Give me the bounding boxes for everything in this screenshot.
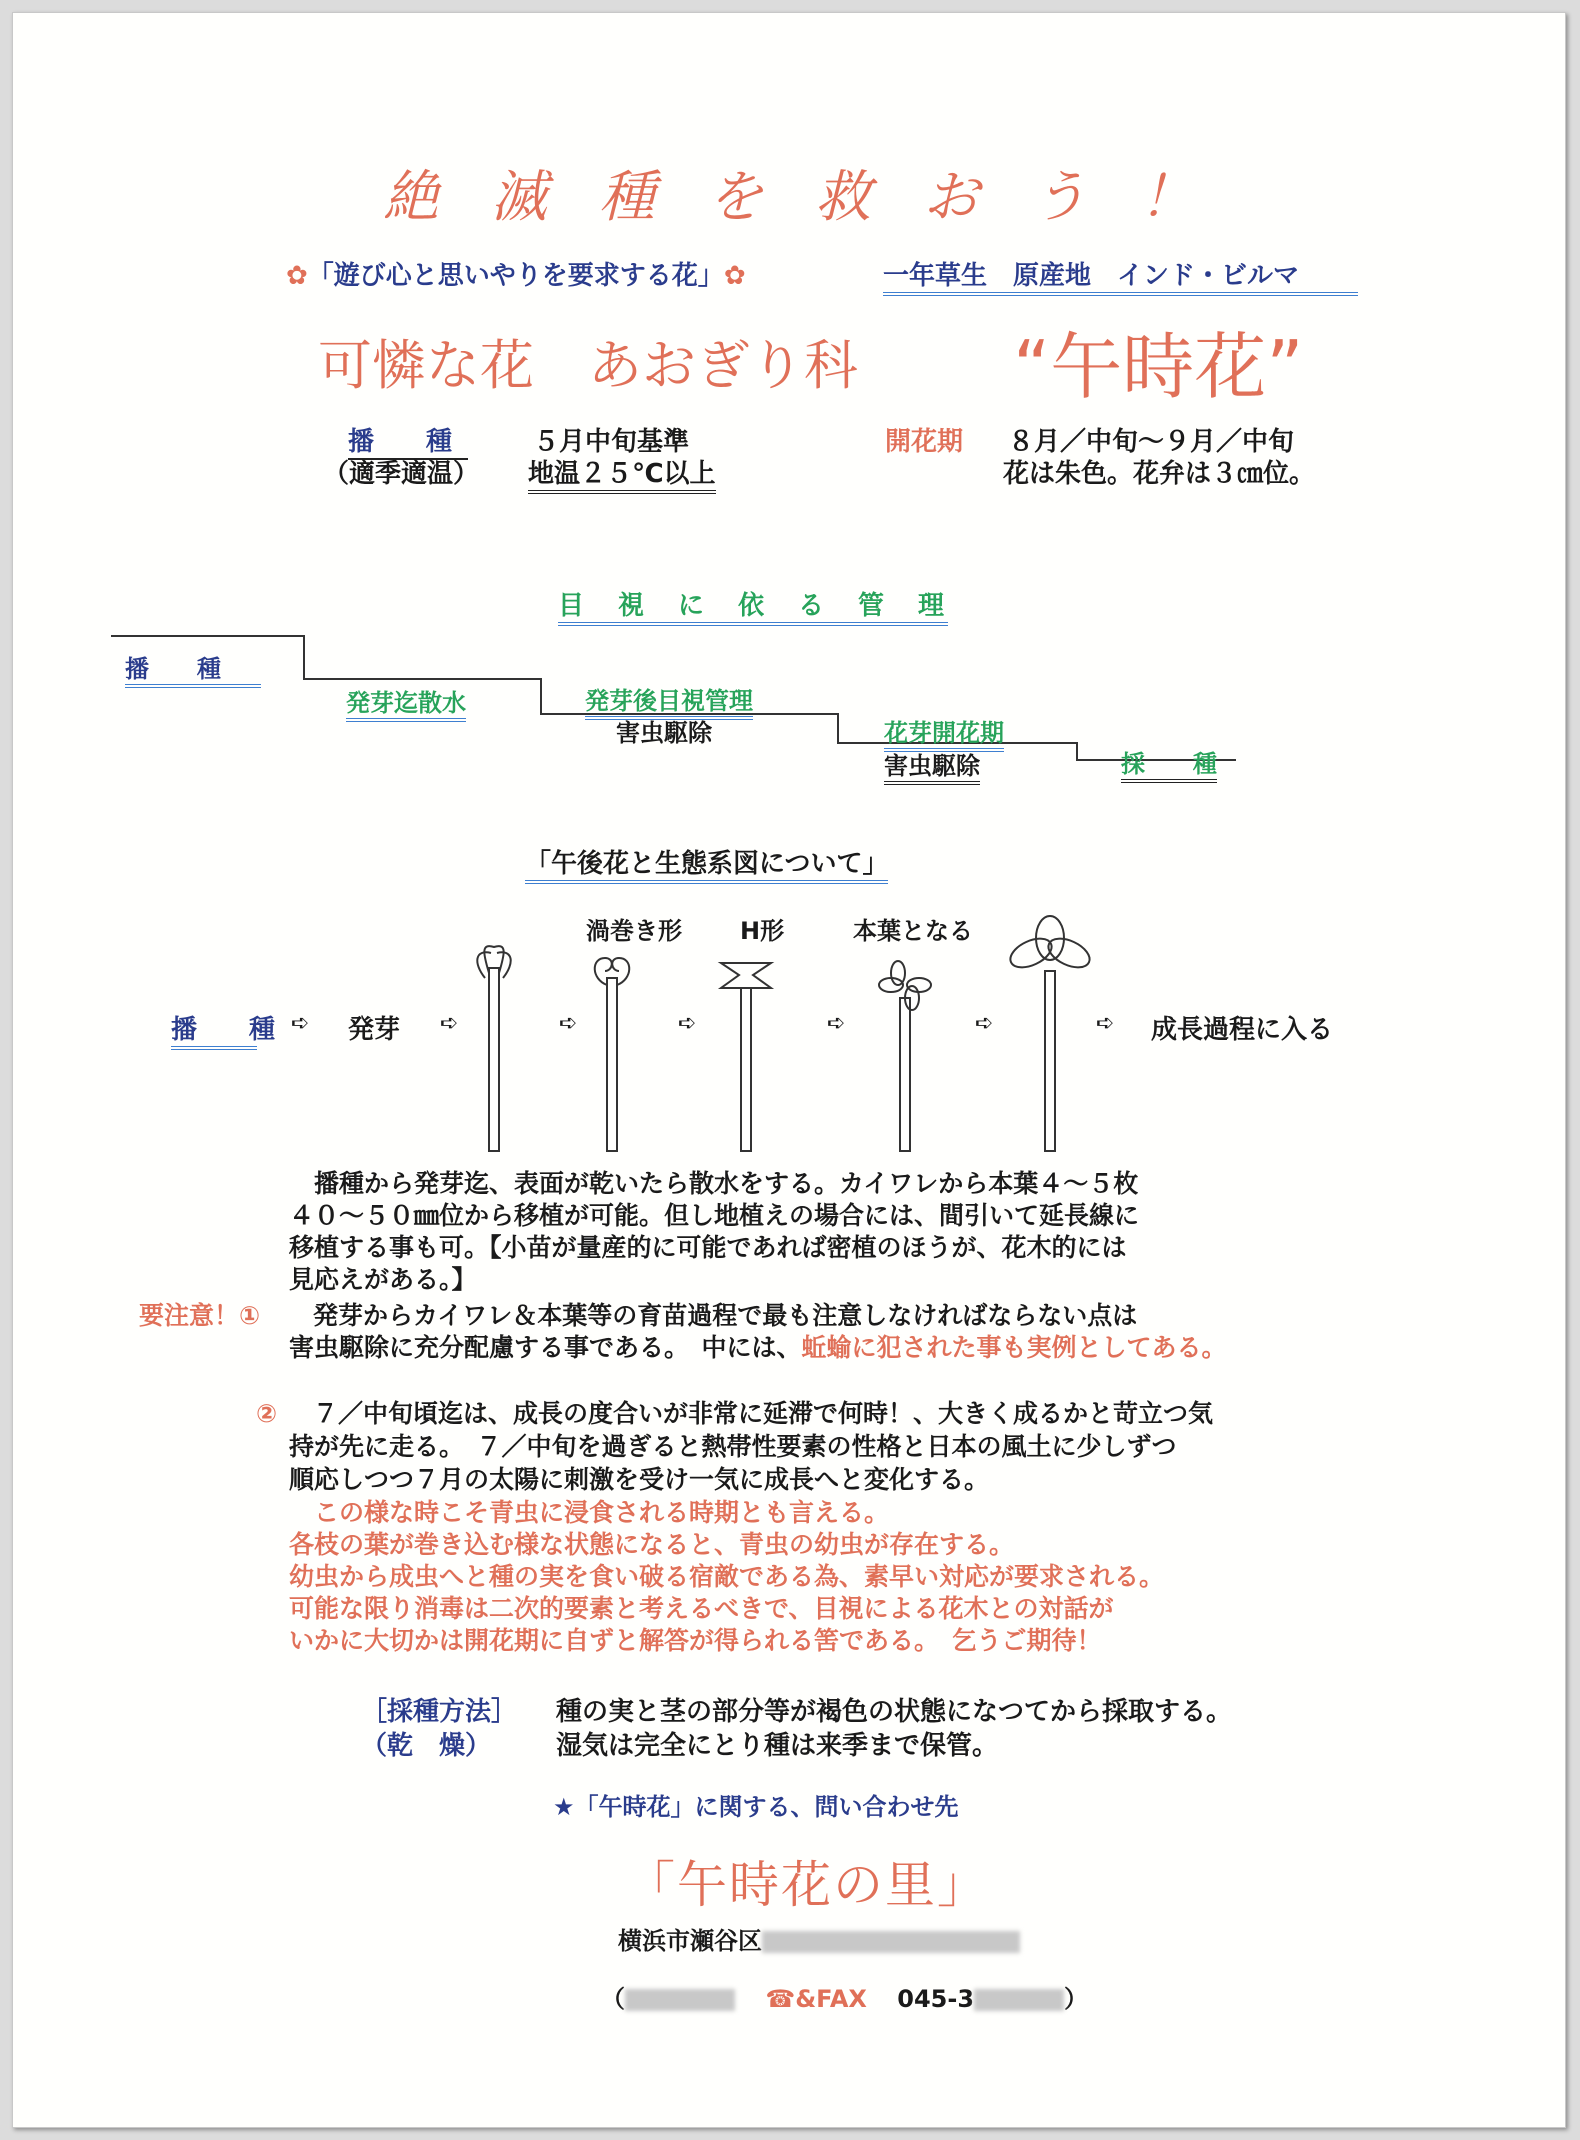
phone-number: 045-3 <box>897 1985 975 2013</box>
arrow-icon: ➪ <box>975 1011 994 1036</box>
growth-start-sowing: 播 種 <box>171 1009 257 1050</box>
true-leaf-sprout-icon <box>1006 916 1094 1151</box>
drying-text: 湿気は完全にとり種は来季まで保管。 <box>556 1731 999 1761</box>
bloom-period: ８月／中旬～９月／中旬 <box>1008 427 1295 457</box>
body-paragraph <box>289 1168 1139 1296</box>
note2-line: 順応しつつ７月の太陽に刺激を受け一気に成長へと変化する。 <box>289 1465 990 1494</box>
timeline-step-sowing: 播 種 <box>125 649 261 688</box>
h-shape-sprout-icon <box>721 963 771 1151</box>
page-title: 絶滅種を救おう！ <box>383 165 1247 230</box>
bloom-label: 開花期 <box>885 427 964 457</box>
note1-text: 害虫駆除に充分配慮する事である。 中には、 <box>289 1333 802 1362</box>
timeline-step-harvest: 採 種 <box>1121 744 1217 783</box>
four-leaf-sprout-icon <box>879 961 931 1151</box>
flower-icon: ✿ <box>286 261 308 291</box>
paren: ） <box>1064 1985 1089 2013</box>
bloom-description: 花は朱色。花弁は３㎝位。 <box>1003 459 1316 489</box>
paragraph-line: 見応えがある。】 <box>289 1265 477 1294</box>
ecology-heading: 「午後花と生態系図について」 <box>525 843 888 884</box>
warning-line: いかに大切かは開花期に自ずと解答が得られる筈である。 乞うご期待！ <box>289 1626 1102 1655</box>
catch-text: 「遊び心と思いやりを要求する花」 <box>307 261 724 291</box>
redacted-address <box>762 1931 1020 1953</box>
note1-label: 要注意！① <box>139 1301 261 1330</box>
timeline-step-pest-control: 害虫駆除 <box>616 719 712 747</box>
timeline-step-visual-check: 発芽後目視管理 <box>585 681 753 720</box>
harvest-method-text: 種の実と茎の部分等が褐色の状態になつてから採取する。 <box>556 1697 1233 1727</box>
warning-line: 可能な限り消毒は二次的要素と考えるべきで、目視による花木との対話が <box>289 1594 1114 1623</box>
management-heading: 目 視 に 依 る 管 理 <box>558 585 948 626</box>
redacted-phone <box>974 1989 1064 2011</box>
flower-icon: ✿ <box>723 261 746 291</box>
note1-emphasis: 蚯蝓に犯された事も実例としてある。 <box>801 1333 1227 1362</box>
warning-line: この様な時こそ青虫に浸食される時期とも言える。 <box>289 1498 890 1527</box>
document-page <box>12 12 1566 2128</box>
arrow-icon: ➪ <box>440 1011 459 1036</box>
sowing-label: 播 種 <box>348 421 468 460</box>
timeline-step-watering: 発芽迄散水 <box>346 683 466 722</box>
paragraph-line: 移植する事も可。【小苗が量産的に可能であれば密植のほうが、花木的には <box>289 1233 1127 1262</box>
growth-sprout: 発芽 <box>348 1015 401 1045</box>
note2-label: ② <box>256 1399 278 1428</box>
stage-label-spiral: 渦巻き形 <box>586 917 682 945</box>
sowing-temperature: 地温２５℃以上 <box>528 453 716 494</box>
note1-line <box>289 1332 1227 1364</box>
warning-line: 幼虫から成虫へと種の実を食い破る宿敵である為、素早い対応が要求される。 <box>289 1562 1165 1591</box>
arrow-icon: ➪ <box>291 1011 310 1036</box>
note1-line: 発芽からカイワレ＆本葉等の育苗過程で最も注意しなければならない点は <box>313 1301 1138 1330</box>
sowing-season-label: （適季適温） <box>323 459 480 489</box>
flower-name: “午時花” <box>1013 325 1304 409</box>
harvest-method-label: ［採種方法］ <box>361 1697 518 1727</box>
paragraph-line: ４０～５０㎜位から移植が可能。但し地植えの場合には、間引いて延長線に <box>289 1201 1140 1230</box>
arrow-icon: ➪ <box>559 1011 578 1036</box>
phone-fax-label: ☎&FAX <box>765 1985 867 2013</box>
arrow-icon: ➪ <box>827 1011 846 1036</box>
paren: （ <box>601 1985 625 2013</box>
warning-line: 各枝の葉が巻き込む様な状態になると、青虫の幼虫が存在する。 <box>289 1530 1015 1559</box>
contact-phone <box>601 1979 1088 2014</box>
redacted-name <box>625 1989 735 2011</box>
flower-family: 可憐な花 あおぎり科 <box>318 334 858 397</box>
paragraph-line: 播種から発芽迄、表面が乾いたら散水をする。カイワレから本葉４～５枚 <box>289 1169 1139 1198</box>
growth-end: 成長過程に入る <box>1151 1015 1334 1045</box>
timeline-step-bloom: 花芽開花期 <box>884 713 1004 752</box>
spiral-sprout-icon <box>595 958 630 1151</box>
timeline-step-pest-control-2: 害虫駆除 <box>884 746 980 785</box>
arrow-icon: ➪ <box>678 1011 697 1036</box>
stage-label-true-leaves: 本葉となる <box>853 917 973 945</box>
note2-warning <box>289 1497 1164 1657</box>
arrow-icon: ➪ <box>1096 1011 1115 1036</box>
contact-address <box>618 1921 1020 1956</box>
address-text: 横浜市瀬谷区 <box>618 1927 762 1955</box>
stage-label-h-shape: H形 <box>740 917 785 945</box>
sowing-timing: ５月中旬基準 <box>533 427 690 457</box>
inquiry-heading: ★「午時花」に関する、問い合わせ先 <box>553 1793 959 1821</box>
drying-label: （乾 燥） <box>361 1731 492 1761</box>
note2-line: ７／中旬頃迄は、成長の度合いが非常に延滞で何時！、大きく成るかと苛立つ気 <box>313 1399 1214 1428</box>
origin-info: 一年草生 原産地 インド・ビルマ <box>883 255 1358 296</box>
note2-line: 持が先に走る。 ７／中旬を過ぎると熱帯性要素の性格と日本の風土に少しずつ <box>289 1432 1177 1461</box>
contact-name: 「午時花の里」 <box>625 1856 989 1914</box>
seedling-icon <box>477 946 510 1151</box>
